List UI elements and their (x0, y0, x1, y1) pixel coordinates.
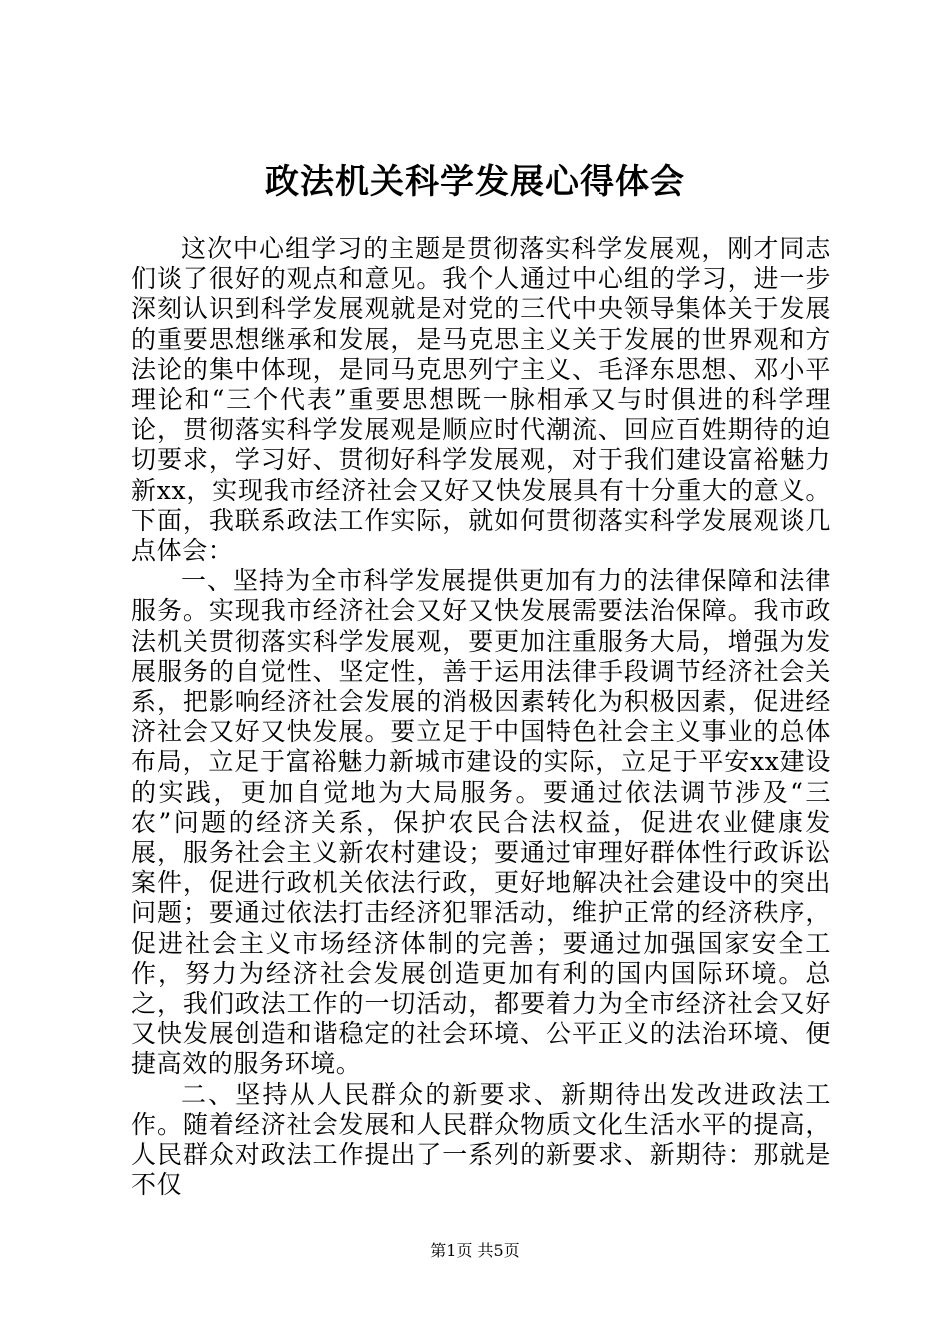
paragraph-point-one: 一、坚持为全市科学发展提供更加有力的法律保障和法律服务。实现我市经济社会又好又快发展需要法治保障。我市政法机关贯彻落实科学发展观，要更加注重服务大局，增强为发展服务的自觉性、坚定性，善于运用法律手段调节经济社会关系，把影响经济社会发展的消极因素转化为积极因素，促进经济社会又好又快发展。要立足于中国特色社会主义事业的总体布局，立足于富裕魅力新城市建设的实际，立足于平安xx建设的实践，更加自觉地为大局服务。要通过依法调节涉及“三农”问题的经济关系，保护农民合法权益，促进农业健康发展，服务社会主义新农村建设；要通过审理好群体性行政诉讼案件，促进行政机关依法行政，更好地解决社会建设中的突出问题；要通过依法打击经济犯罪活动，维护正常的经济秩序，促进社会主义市场经济体制的完善；要通过加强国家安全工作，努力为经济社会发展创造更加有利的国内国际环境。总之，我们政法工作的一切活动，都要着力为全市经济社会又好又快发展创造和谐稳定的社会环境、公平正义的法治环境、便捷高效的服务环境。 (131, 566, 831, 1079)
document-title: 政法机关科学发展心得体会 (265, 162, 685, 202)
document-body (131, 234, 831, 1201)
paragraph-point-two: 二、坚持从人民群众的新要求、新期待出发改进政法工作。随着经济社会发展和人民群众物质文化生活水平的提高，人民群众对政法工作提出了一系列的新要求、新期待：那就是不仅 (131, 1079, 831, 1200)
paragraph-intro: 这次中心组学习的主题是贯彻落实科学发展观，刚才同志们谈了很好的观点和意见。我个人通过中心组的学习，进一步深刻认识到科学发展观就是对党的三代中央领导集体关于发展的重要思想继承和发展，是马克思主义关于发展的世界观和方法论的集中体现，是同马克思列宁主义、毛泽东思想、邓小平理论和“三个代表”重要思想既一脉相承又与时俱进的科学理论，贯彻落实科学发展观是顺应时代潮流、回应百姓期待的迫切要求，学习好、贯彻好科学发展观，对于我们建设富裕魅力新xx，实现我市经济社会又好又快发展具有十分重大的意义。下面，我联系政法工作实际，就如何贯彻落实科学发展观谈几点体会： (131, 234, 831, 566)
page-number-footer: 第1页 共5页 (430, 1241, 520, 1260)
